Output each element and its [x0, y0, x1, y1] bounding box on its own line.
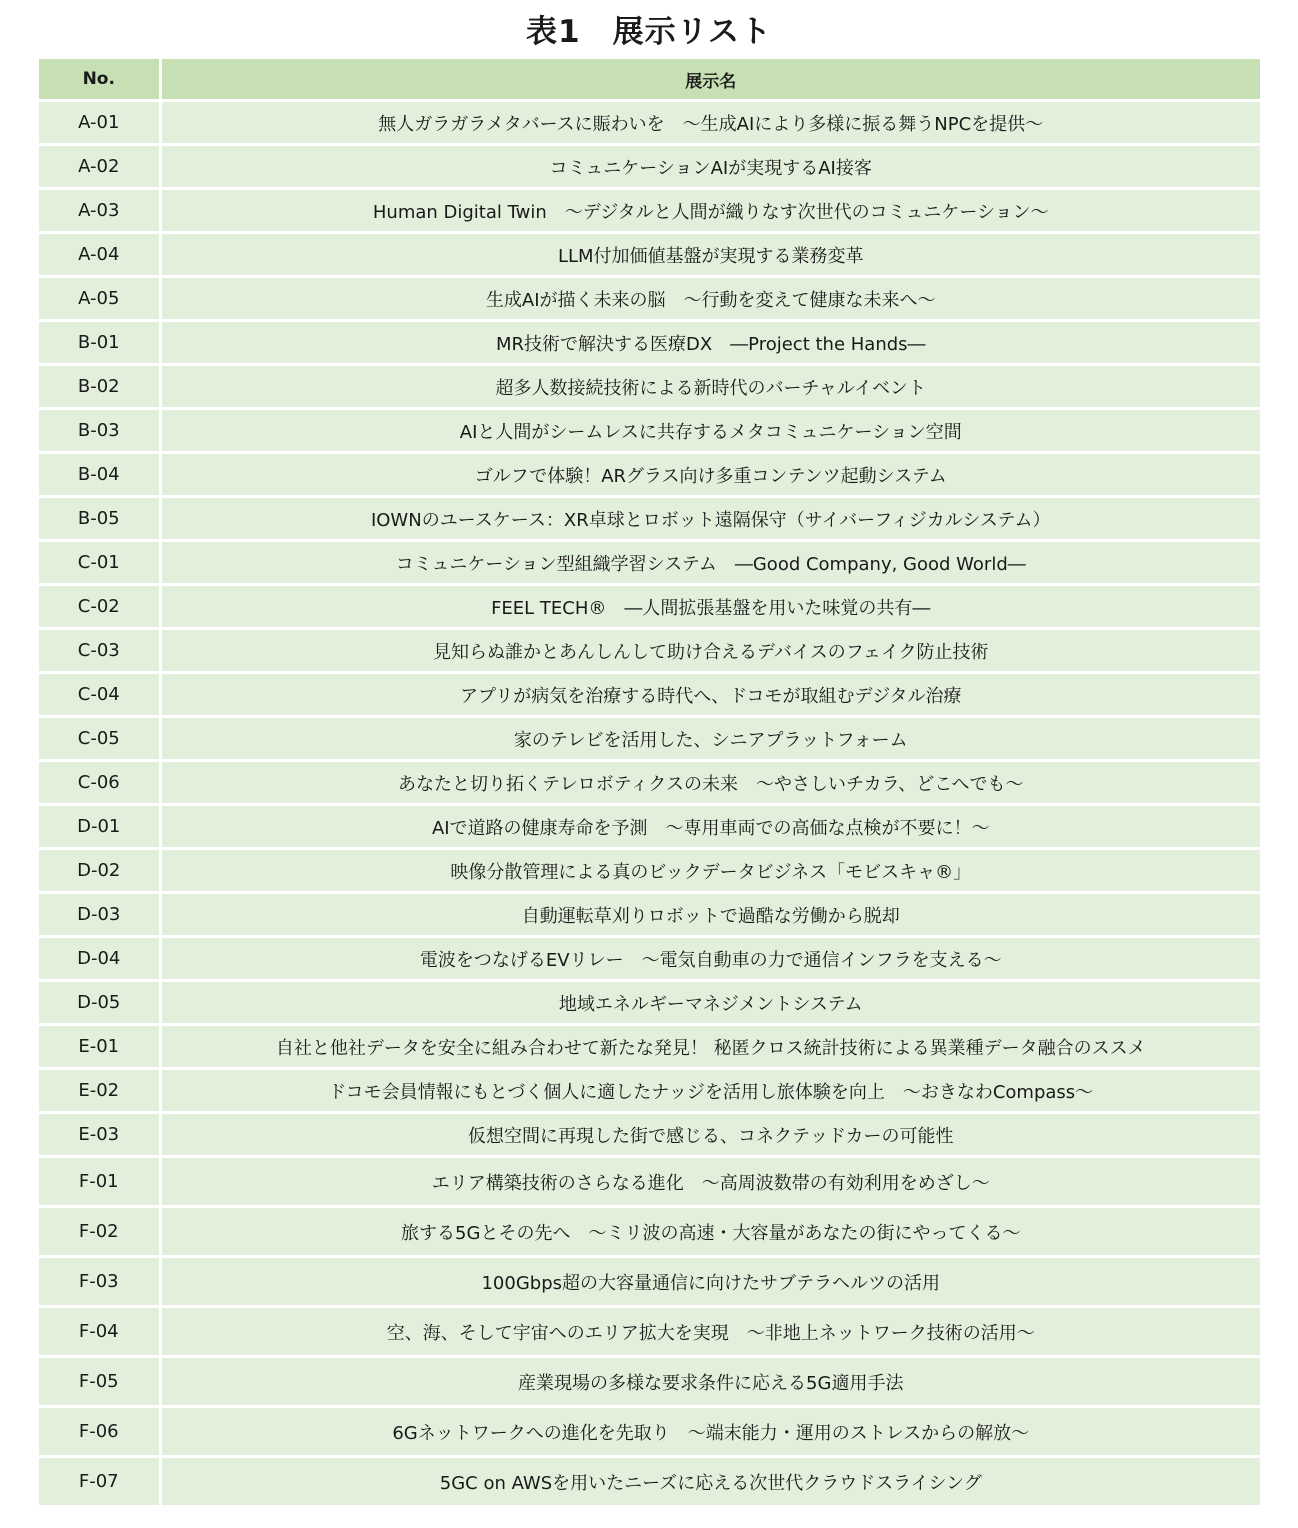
- row-name: 5GC on AWSを用いたニーズに応える次世代クラウドスライシング: [160, 1457, 1260, 1507]
- row-no: B-03: [39, 409, 160, 453]
- table-row: [39, 321, 1260, 365]
- row-name: 自社と他社データを安全に組み合わせて新たな発見！ 秘匿クロス統計技術による異業種データ融合のススメ: [160, 1025, 1260, 1069]
- row-name: 生成AIが描く未来の脳 ～行動を変えて健康な未来へ～: [160, 277, 1260, 321]
- table-row: [39, 1407, 1260, 1457]
- row-name: MR技術で解決する医療DX ―Project the Hands―: [160, 321, 1260, 365]
- table-row: [39, 189, 1260, 233]
- table-row: [39, 1207, 1260, 1257]
- row-name: 地域エネルギーマネジメントシステム: [160, 981, 1260, 1025]
- table-row: [39, 1257, 1260, 1307]
- row-no: A-04: [39, 233, 160, 277]
- row-no: F-07: [39, 1457, 160, 1507]
- row-no: E-03: [39, 1113, 160, 1157]
- row-name: 空、海、そして宇宙へのエリア拡大を実現 ～非地上ネットワーク技術の活用～: [160, 1307, 1260, 1357]
- row-no: D-01: [39, 805, 160, 849]
- table-row: [39, 1357, 1260, 1407]
- row-no: D-03: [39, 893, 160, 937]
- row-no: C-05: [39, 717, 160, 761]
- row-name: FEEL TECH® ―人間拡張基盤を用いた味覚の共有―: [160, 585, 1260, 629]
- row-name: 電波をつなげるEVリレー ～電気自動車の力で通信インフラを支える～: [160, 937, 1260, 981]
- row-no: C-03: [39, 629, 160, 673]
- table-row: [39, 761, 1260, 805]
- table-row: [39, 541, 1260, 585]
- row-no: C-02: [39, 585, 160, 629]
- row-no: F-03: [39, 1257, 160, 1307]
- row-name: AIで道路の健康寿命を予測 ～専用車両での高価な点検が不要に！～: [160, 805, 1260, 849]
- table-row: [39, 673, 1260, 717]
- row-name: 旅する5Gとその先へ ～ミリ波の高速・大容量があなたの街にやってくる～: [160, 1207, 1260, 1257]
- row-name: 100Gbps超の大容量通信に向けたサブテラヘルツの活用: [160, 1257, 1260, 1307]
- table-row: [39, 497, 1260, 541]
- row-no: D-02: [39, 849, 160, 893]
- row-name: 超多人数接続技術による新時代のバーチャルイベント: [160, 365, 1260, 409]
- row-name: 産業現場の多様な要求条件に応える5G適用手法: [160, 1357, 1260, 1407]
- row-no: D-04: [39, 937, 160, 981]
- row-no: E-01: [39, 1025, 160, 1069]
- row-no: F-05: [39, 1357, 160, 1407]
- row-no: C-06: [39, 761, 160, 805]
- row-name: コミュニケーション型組織学習システム ―Good Company, Good World―: [160, 541, 1260, 585]
- table-row: [39, 145, 1260, 189]
- row-name: IOWNのユースケース：XR卓球とロボット遠隔保守（サイバーフィジカルシステム）: [160, 497, 1260, 541]
- table-row: [39, 585, 1260, 629]
- row-no: D-05: [39, 981, 160, 1025]
- table-row: [39, 277, 1260, 321]
- table-row: [39, 805, 1260, 849]
- table-row: [39, 1025, 1260, 1069]
- row-no: A-03: [39, 189, 160, 233]
- page-title: 表1 展示リスト: [526, 14, 772, 50]
- row-no: F-02: [39, 1207, 160, 1257]
- table-row: [39, 365, 1260, 409]
- row-name: Human Digital Twin ～デジタルと人間が織りなす次世代のコミュニケーション～: [160, 189, 1260, 233]
- row-name: AIと人間がシームレスに共存するメタコミュニケーション空間: [160, 409, 1260, 453]
- row-name: コミュニケーションAIが実現するAI接客: [160, 145, 1260, 189]
- table-row: [39, 629, 1260, 673]
- table-header-row: [39, 59, 1260, 101]
- row-name: エリア構築技術のさらなる進化 ～高周波数帯の有効利用をめざし～: [160, 1157, 1260, 1207]
- row-name: ドコモ会員情報にもとづく個人に適したナッジを活用し旅体験を向上 ～おきなわCompass～: [160, 1069, 1260, 1113]
- header-no: No.: [39, 59, 160, 101]
- table-row: [39, 1069, 1260, 1113]
- header-name: 展示名: [160, 59, 1260, 101]
- row-name: 仮想空間に再現した街で感じる、コネクテッドカーの可能性: [160, 1113, 1260, 1157]
- table-row: [39, 717, 1260, 761]
- row-no: C-04: [39, 673, 160, 717]
- table-row: [39, 409, 1260, 453]
- table-row: [39, 453, 1260, 497]
- table-row: [39, 1307, 1260, 1357]
- row-name: 無人ガラガラメタバースに賑わいを ～生成AIにより多様に振る舞うNPCを提供～: [160, 101, 1260, 145]
- row-no: B-02: [39, 365, 160, 409]
- table-row: [39, 849, 1260, 893]
- row-name: ゴルフで体験！ARグラス向け多重コンテンツ起動システム: [160, 453, 1260, 497]
- row-no: F-04: [39, 1307, 160, 1357]
- row-name: 映像分散管理による真のビックデータビジネス「モビスキャ®」: [160, 849, 1260, 893]
- row-no: B-01: [39, 321, 160, 365]
- row-name: あなたと切り拓くテレロボティクスの未来 ～やさしいチカラ、どこへでも～: [160, 761, 1260, 805]
- table-row: [39, 1457, 1260, 1507]
- exhibit-table: [39, 59, 1260, 1508]
- row-name: 自動運転草刈りロボットで過酷な労働から脱却: [160, 893, 1260, 937]
- row-name: 家のテレビを活用した、シニアプラットフォーム: [160, 717, 1260, 761]
- row-no: C-01: [39, 541, 160, 585]
- table-row: [39, 893, 1260, 937]
- table-row: [39, 1113, 1260, 1157]
- table-row: [39, 101, 1260, 145]
- row-no: E-02: [39, 1069, 160, 1113]
- row-name: アプリが病気を治療する時代へ、ドコモが取組むデジタル治療: [160, 673, 1260, 717]
- table-row: [39, 981, 1260, 1025]
- row-no: A-01: [39, 101, 160, 145]
- row-no: A-05: [39, 277, 160, 321]
- row-name: 6Gネットワークへの進化を先取り ～端末能力・運用のストレスからの解放～: [160, 1407, 1260, 1457]
- table-row: [39, 233, 1260, 277]
- row-no: B-05: [39, 497, 160, 541]
- row-no: B-04: [39, 453, 160, 497]
- row-no: A-02: [39, 145, 160, 189]
- table-row: [39, 937, 1260, 981]
- row-no: F-06: [39, 1407, 160, 1457]
- row-name: 見知らぬ誰かとあんしんして助け合えるデバイスのフェイク防止技術: [160, 629, 1260, 673]
- row-name: LLM付加価値基盤が実現する業務変革: [160, 233, 1260, 277]
- row-no: F-01: [39, 1157, 160, 1207]
- exhibit-table-container: [39, 59, 1260, 1508]
- table-row: [39, 1157, 1260, 1207]
